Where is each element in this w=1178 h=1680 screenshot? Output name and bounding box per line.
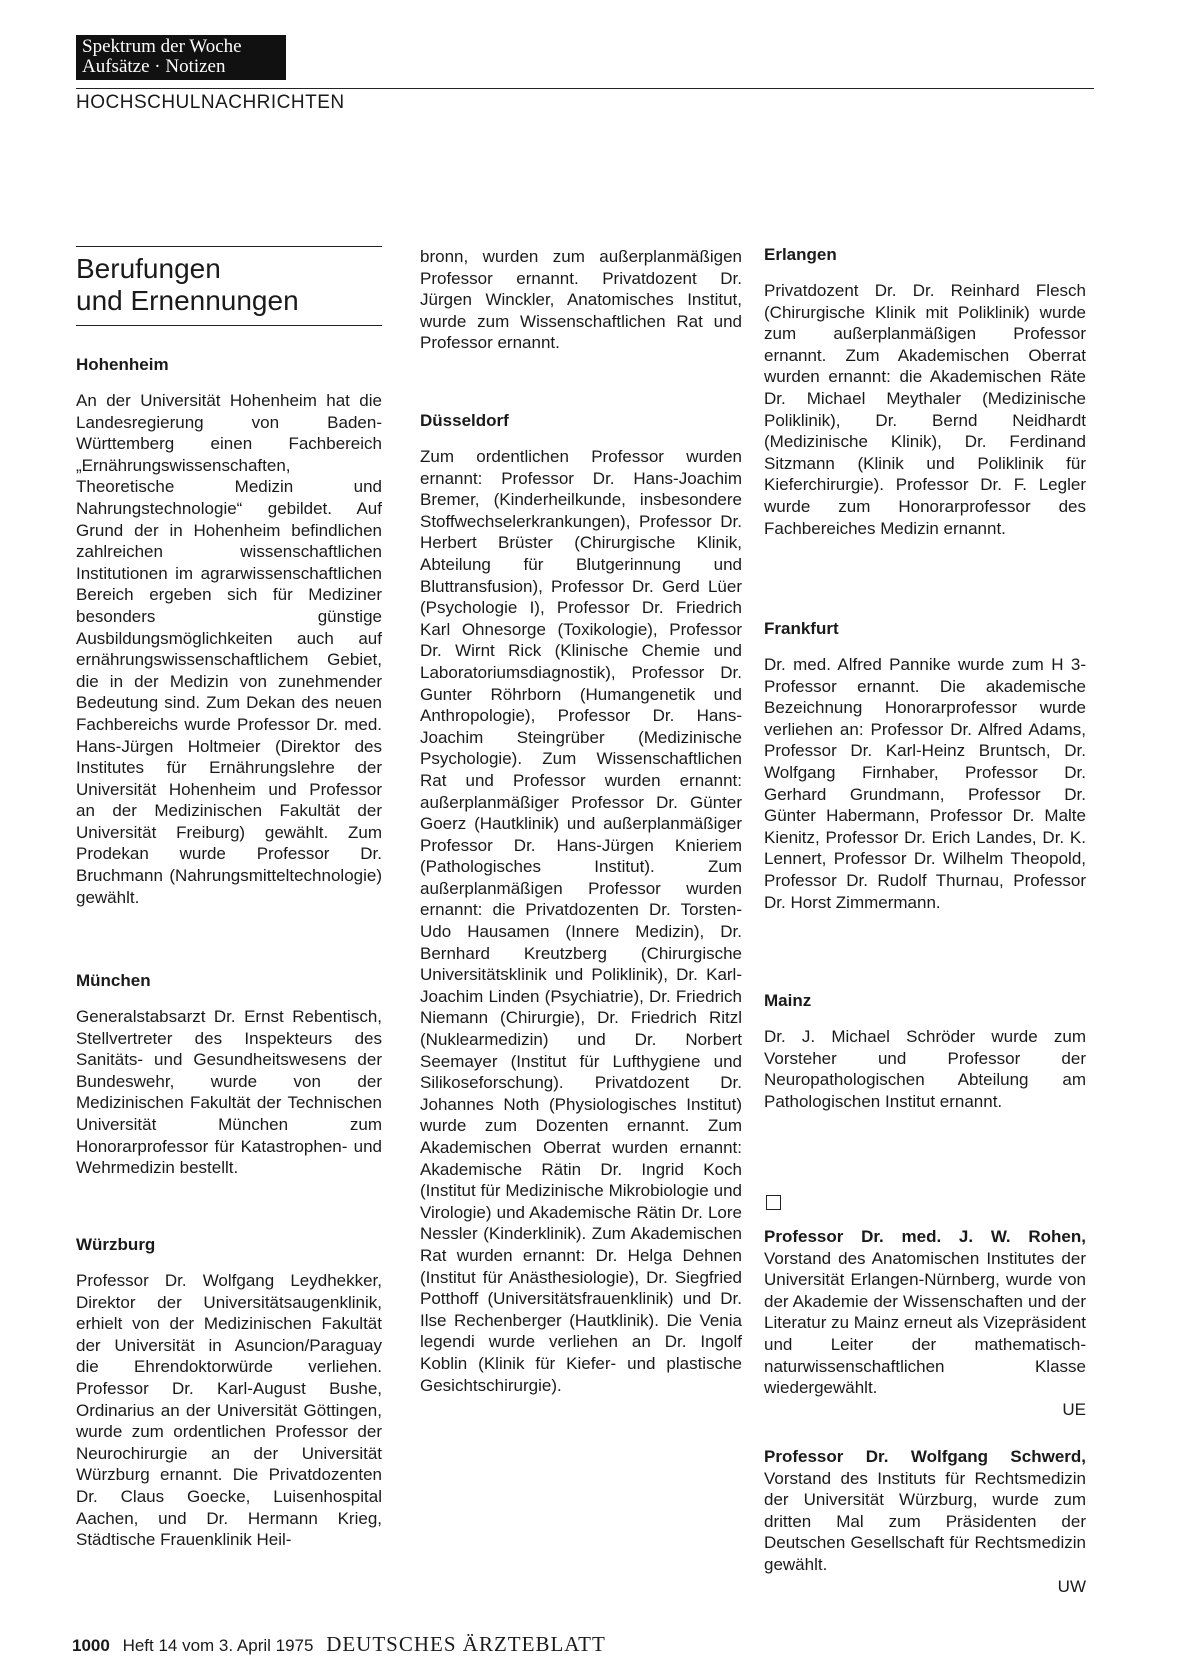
duesseldorf-text: Zum ordentlichen Professor wurden ernannt: Professor Dr. Hans-Joachim Bremer, (Kinderheilkunde, insbesondere Stoffwechselerkrankungen), Professor Dr. Herbert Brüster (Chirurgische Klinik, Abteilung für Blutgerinnung und Bluttransfusion), Professor Dr. Gerd Lüer (Psychologie I), Professor Dr. Friedrich Karl Ohnesorge (Toxikologie), Professor Dr. Wirnt Rick (Klinische Chemie und Laboratoriumsdiagnostik), Professor Dr. Gunter Röhrborn (Humangenetik und Anthropologie), Professor Dr. Hans-Joachim Steingrüber (Medizinische Psychologie). Zum Wissenschaftlichen Rat und Professor wurden ernannt: außerplanmäßiger Professor Dr. Günter Goerz (Hautklinik) und außerplanmäßiger Professor Dr. Hans-Jürgen Knieriem (Pathologisches Institut). Zum außerplanmäßigen Professor wurden ernannt: die Privatdozenten Dr. Torsten-Udo Hausamen (Innere Medizin), Dr. Bernhard Kreutzberg (Chirurgische Universitätsklinik und Poliklinik), Dr. Karl-Joachim Linden (Psychiatrie), Dr. Friedrich Niemann (Chirurgie), Dr. Friedrich Ritzl (Nuklearmedizin) und Dr. Norbert Seemayer (Institut für Lufthygiene und Silikoseforschung). Privatdozent Dr. Johannes Noth (Physiologisches Institut) wurde zum Dozenten ernannt. Zum Akademischen Oberrat wurden ernannt: Akademische Rätin Dr. Ingrid Koch (Institut für Medizinische Mikrobiologie und Virologie) und Akademische Rätin Dr. Lore Nessler (Kinderklinik). Zum Akademischen Rat wurden ernannt: Dr. Helga Dehnen (Institut für Anästhesiologie), Dr. Siegfried Potthoff (Universitätsfrauenklinik) und Dr. Ilse Rechenberger (Hautklinik). Die Venia legendi wurde verliehen an Dr. Ingolf Koblin (Klinik für Kiefer- und plastische Gesichtschirurgie). [420, 447, 742, 1395]
frankfurt-section [764, 618, 1086, 913]
muenchen-section [76, 970, 382, 1179]
frankfurt-text: Dr. med. Alfred Pannike wurde zum H 3-Professor ernannt. Die akademische Bezeichnung Honorarprofessor wurde verliehen an: Professor Dr. Alfred Adams, Professor Dr. Karl-Heinz Bruntsch, Dr. Wolfgang Firnhaber, Professor Dr. Gerhard Grundmann, Professor Dr. Günter Habermann, Professor Dr. Malte Kienitz, Professor Dr. Erich Landes, Dr. K. Lennert, Professor Dr. Wilhelm Theopold, Professor Dr. Rudolf Thurnau, Professor Dr. Horst Zimmermann. [764, 655, 1086, 912]
rohen-text: Vorstand des Anatomischen Institutes der Universität Erlangen-Nürnberg, wurde von der Akademie der Wissenschaften und der Literatur zu Mainz erneut als Vizepräsident und Leiter der mathematisch-naturwissenschaftlichen Klasse wiedergewählt. [764, 1248, 1086, 1398]
mainz-text: Dr. J. Michael Schröder wurde zum Vorsteher und Professor der Neuropathologischen Abteilung am Pathologischen Institut ernannt. [764, 1027, 1086, 1111]
article-title [76, 246, 382, 326]
rohen-signature: UE [1062, 1399, 1086, 1419]
wuerzburg-continued [420, 246, 742, 354]
header-rule [76, 88, 1094, 89]
muenchen-text: Generalstabsarzt Dr. Ernst Rebentisch, Stellvertreter des Inspekteurs des Sanitäts- und Gesundheitswesens der Bundeswehr, wurde von der Medizinischen Fakultät der Technischen Universität München zum Honorarprofessor für Katastrophen- und Wehrmedizin bestellt. [76, 1007, 382, 1178]
hohenheim-heading: Hohenheim [76, 355, 169, 374]
rohen-notice [764, 1226, 1086, 1420]
section-title: HOCHSCHULNACHRICHTEN [76, 92, 345, 113]
hohenheim-section [76, 354, 382, 908]
page-number: 1000 [72, 1636, 110, 1655]
section-tag-line2: Aufsätze · Notizen [82, 56, 226, 77]
duesseldorf-heading: Düsseldorf [420, 411, 509, 430]
mainz-heading: Mainz [764, 991, 812, 1010]
schwerd-name: Professor Dr. Wolfgang Schwerd, [764, 1447, 1086, 1466]
wuerzburg-section [76, 1234, 382, 1551]
issue-info: Heft 14 vom 3. April 1975 [122, 1636, 314, 1655]
rohen-name: Professor Dr. med. J. W. Rohen, [764, 1227, 1086, 1246]
schwerd-notice [764, 1446, 1086, 1597]
schwerd-text: Vorstand des Instituts für Rechtsmedizin der Universität Würzburg, wurde zum dritten Mal zum Präsidenten der Deutschen Gesellschaft für Rechtsmedizin gewählt. [764, 1468, 1086, 1574]
journal-name: DEUTSCHES ÄRZTEBLATT [326, 1632, 606, 1656]
article-title-line1: Berufungen [76, 253, 221, 284]
muenchen-heading: München [76, 971, 151, 990]
hohenheim-text: An der Universität Hohenheim hat die Landesregierung von Baden-Württemberg einen Fachbereich „Ernährungswissenschaften, Theoretische Medizin und Nahrungstechnologie“ gebildet. Auf Grund der in Hohenheim befindlichen zahlreichen wissenschaftlichen Institutionen im agrarwissenschaftlichen Bereich ergeben sich für Mediziner besonders günstige Ausbildungsmöglichkeiten auch auf ernährungswissenschaftlichem Gebiet, die in der Medizin von zunehmender Bedeutung sind. Zum Dekan des neuen Fachbereichs wurde Professor Dr. med. Hans-Jürgen Holtmeier (Direktor des Institutes für Ernährungslehre der Universität Hohenheim und Professor an der Medizinischen Fakultät der Universität Freiburg) gewählt. Zum Prodekan wurde Professor Dr. Bruchmann (Nahrungsmitteltechnologie) gewählt. [76, 391, 382, 907]
section-tag-line1: Spektrum der Woche [82, 36, 242, 57]
square-separator-icon [766, 1195, 781, 1210]
frankfurt-heading: Frankfurt [764, 619, 839, 638]
duesseldorf-section [420, 410, 742, 1396]
erlangen-section [764, 244, 1086, 539]
page-footer [72, 1632, 606, 1657]
erlangen-heading: Erlangen [764, 245, 837, 264]
section-tag [76, 35, 286, 80]
mainz-section [764, 990, 1086, 1112]
article-title-line2: und Ernennungen [76, 285, 299, 316]
wuerzburg-continued-text: bronn, wurden zum außerplanmäßigen Professor ernannt. Privatdozent Dr. Jürgen Winckler, Anatomisches Institut, wurde zum Wissenschaftlichen Rat und Professor ernannt. [420, 247, 742, 353]
wuerzburg-text: Professor Dr. Wolfgang Leydhekker, Direktor der Universitätsaugenklinik, erhielt von der Medizinischen Fakultät der Universität in Asuncion/Paraguay die Ehrendoktorwürde verliehen. Professor Dr. Karl-August Bushe, Ordinarius an der Universität Göttingen, wurde zum ordentlichen Professor der Neurochirurgie an der Universität Würzburg ernannt. Die Privatdozenten Dr. Claus Goecke, Luisenhospital Aachen, und Dr. Hermann Krieg, Städtische Frauenklinik Heil- [76, 1271, 382, 1550]
wuerzburg-heading: Würzburg [76, 1235, 156, 1254]
erlangen-text: Privatdozent Dr. Dr. Reinhard Flesch (Chirurgische Klinik mit Poliklinik) wurde zum außerplanmäßigen Professor ernannt. Zum Akademischen Oberrat wurden ernannt: die Akademischen Räte Dr. Michael Meythaler (Medizinische Poliklinik), Dr. Bernd Neidhardt (Medizinische Klinik), Dr. Ferdinand Sitzmann (Klinik und Poliklinik für Kieferchirurgie). Professor Dr. F. Legler wurde zum Honorarprofessor des Fachbereiches Medizin ernannt. [764, 281, 1086, 538]
schwerd-signature: UW [1057, 1576, 1086, 1596]
